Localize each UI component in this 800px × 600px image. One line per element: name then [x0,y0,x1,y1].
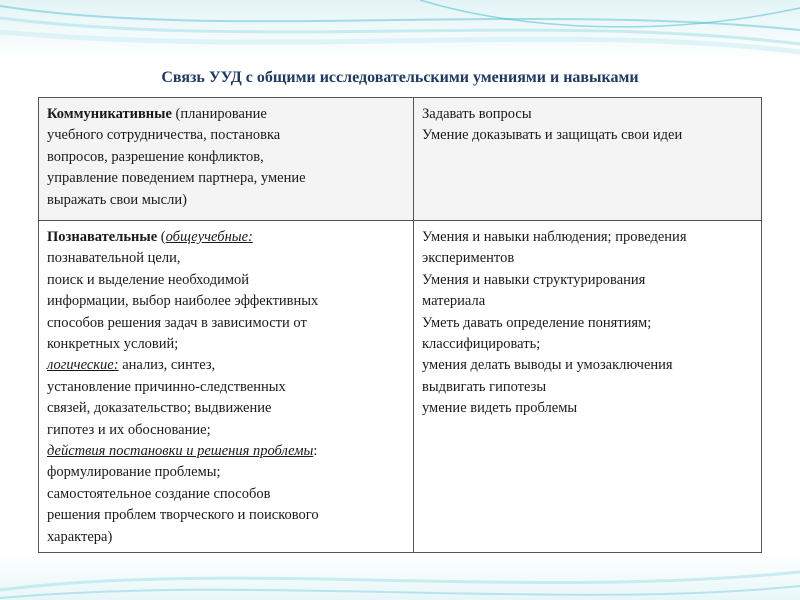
cell-line: связей, доказательство; выдвижение [47,400,272,417]
cell-line: умение видеть проблемы [422,400,578,417]
table-row-cognitive [39,221,762,553]
slide-title: Связь УУД с общими исследовательскими умениями и навыками [161,69,639,86]
cell-line: поиск и выделение необходимой [47,271,250,288]
cell-line: классифицировать; [422,336,541,353]
cell-line: Умения и навыки наблюдения; проведения [422,229,687,245]
cell-line: экспериментов [422,250,515,267]
cell-line: решения проблем творческого и поискового [47,507,319,524]
cell-line: выражать свои мысли) [47,191,187,208]
cell-line: учебного сотрудничества, постановка [47,127,281,144]
cell-line: материала [422,293,486,310]
cell-line: самостоятельное создание способов [47,485,271,502]
cell-line: установление причинно-следственных [47,378,286,395]
cell-line [47,104,405,125]
cell-communicative-uud [39,98,414,221]
cell-line [47,227,405,248]
cell-line: познавательной цели, [47,250,181,267]
cell-text: анализ, синтез, [118,357,216,374]
cell-line: характера) [47,528,113,545]
cell-line: гипотез и их обоснование; [47,421,211,438]
table-row-communicative [39,98,762,221]
uud-skills-table [38,97,762,553]
problem-actions-label: действия постановки и решения проблемы [47,443,314,460]
cell-text: : [313,443,318,460]
cell-line: Уметь давать определение понятиям; [422,314,652,331]
cell-line [47,355,405,376]
cell-line: Задавать вопросы [422,106,532,122]
cell-cognitive-uud [39,221,414,553]
general-educational-label: общеучебные: [165,229,253,245]
cognitive-heading: Познавательные [47,229,158,245]
cell-line: выдвигать гипотезы [422,378,547,395]
cell-line: информации, выбор наиболее эффективных [47,293,319,310]
communicative-heading: Коммуникативные [47,106,172,122]
cell-line: конкретных условий; [47,336,179,353]
cell-communicative-skills [414,98,762,221]
cell-cognitive-skills [414,221,762,553]
cell-line: умения делать выводы и умозаключения [422,357,673,374]
cell-line: управление поведением партнера, умение [47,170,306,187]
logical-label: логические: [47,357,119,374]
cell-line: Умения и навыки структурирования [422,271,646,288]
cell-line: формулирование проблемы; [47,464,221,481]
cell-line: вопросов, разрешение конфликтов, [47,148,264,165]
cell-text: ( [157,229,166,245]
cell-line: способов решения задач в зависимости от [47,314,307,331]
cell-line [47,441,405,462]
cell-text: (планирование [171,106,267,122]
cell-line: Умение доказывать и защищать свои идеи [422,127,683,144]
